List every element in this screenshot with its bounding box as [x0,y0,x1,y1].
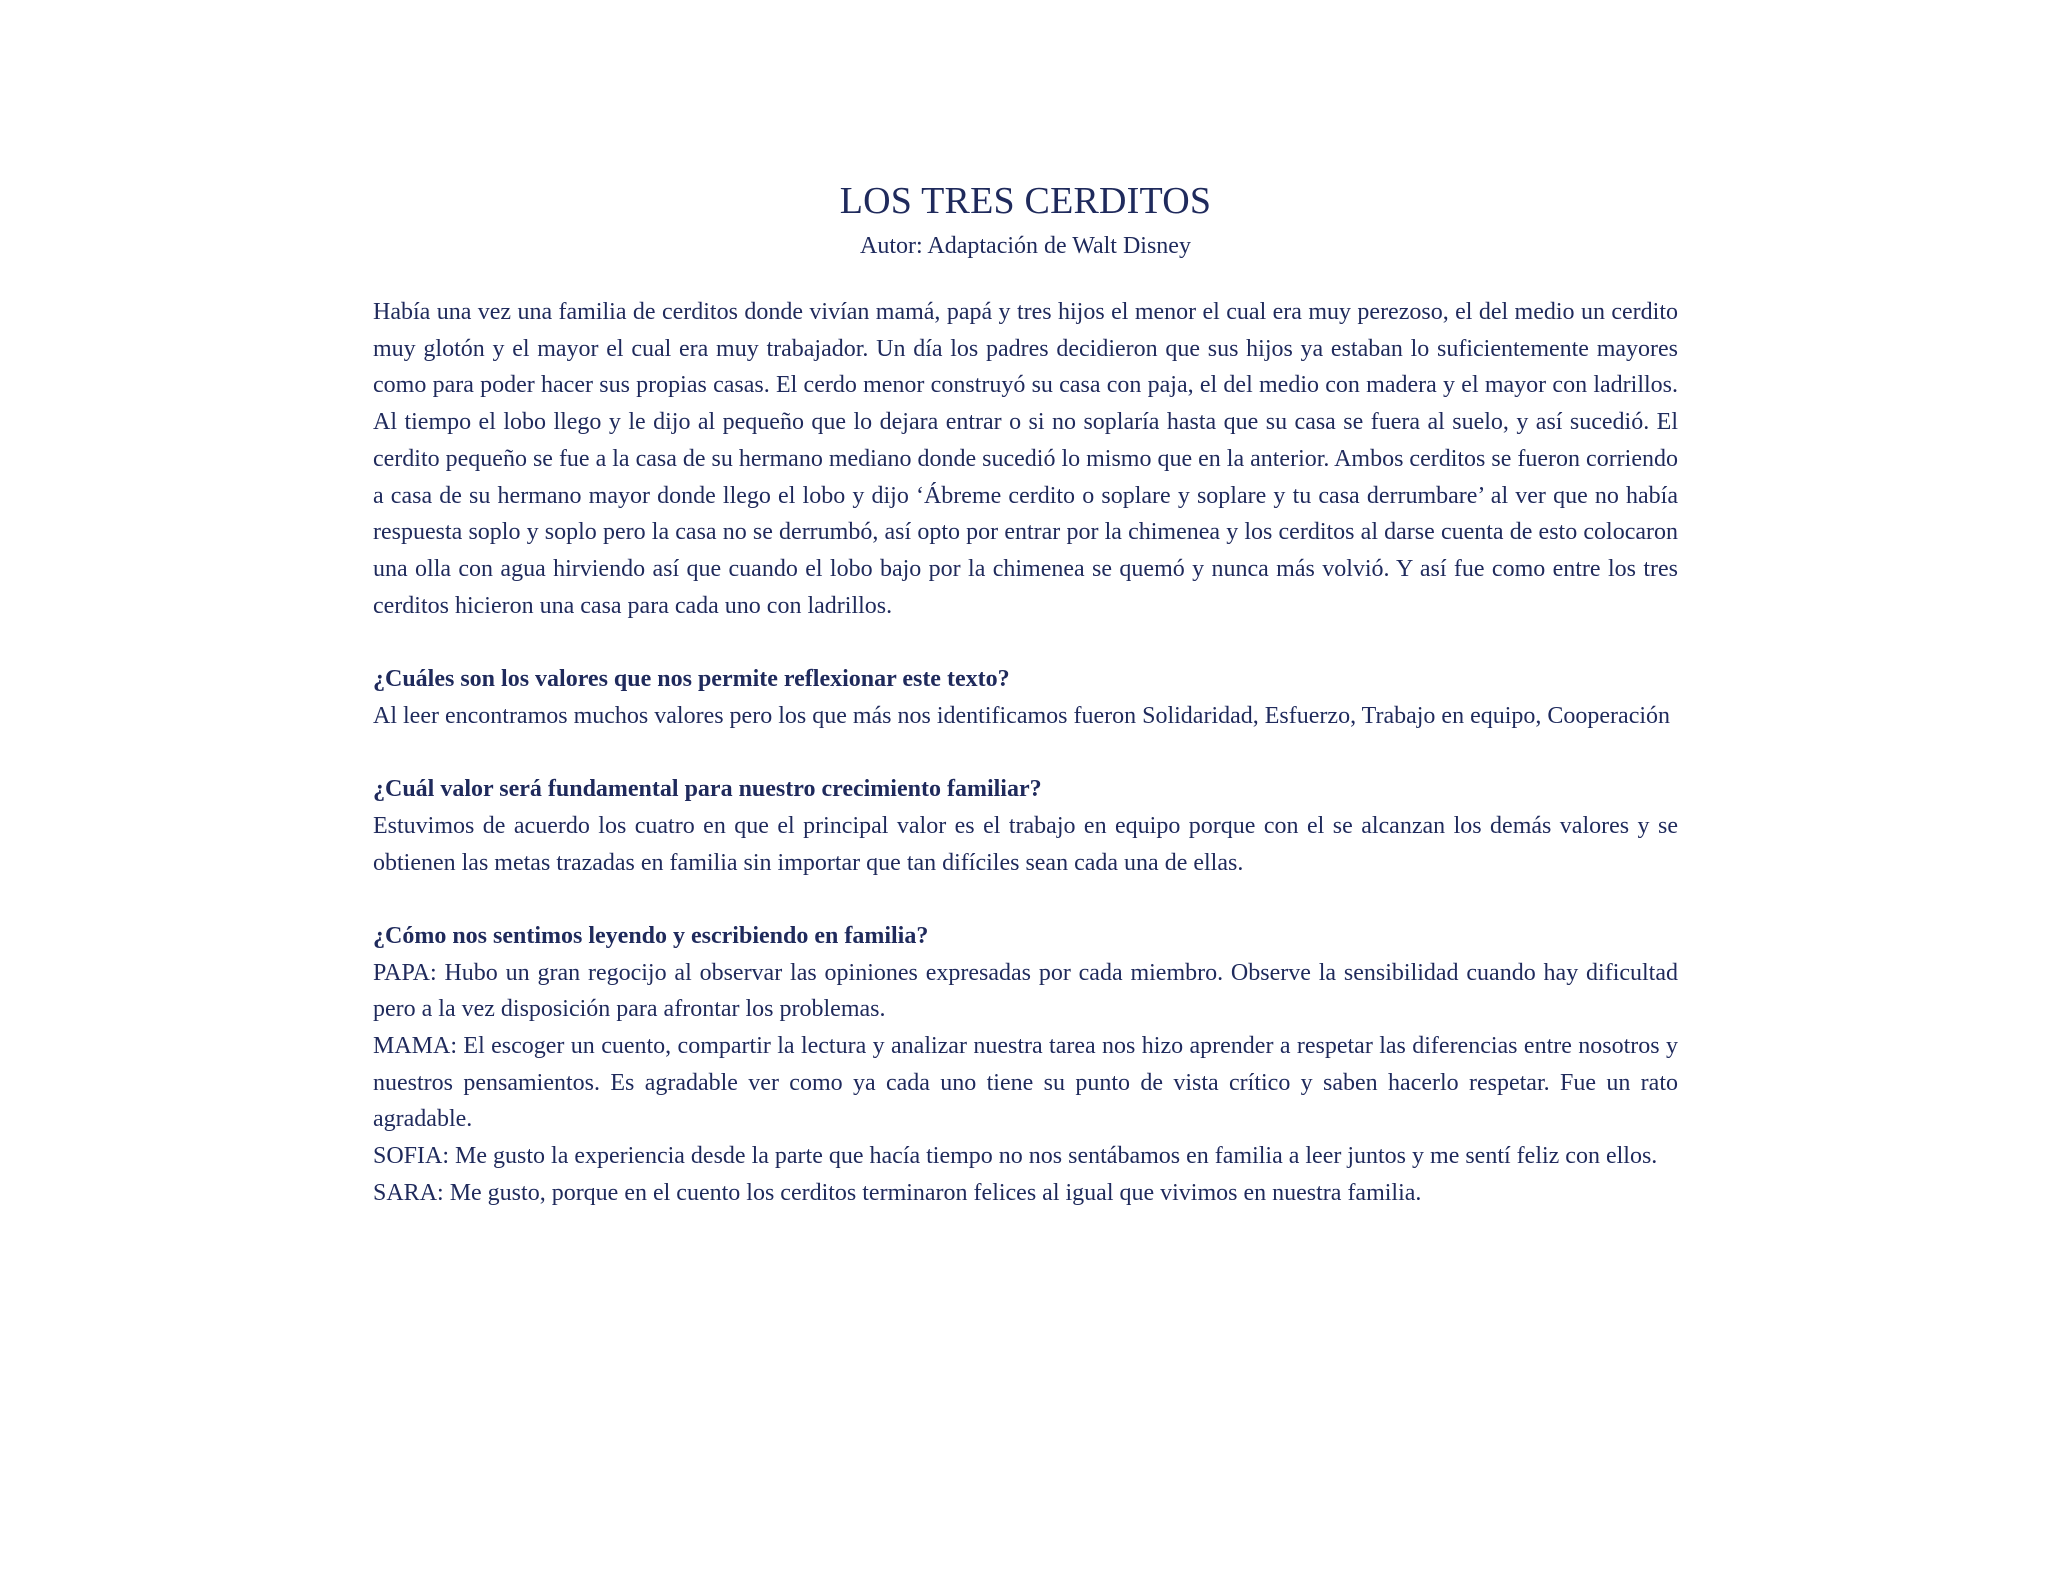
question-feelings: ¿Cómo nos sentimos leyendo y escribiendo en familia? [373,922,929,949]
answer-sara: SARA: Me gusto, porque en el cuento los cerditos terminaron felices al igual que vivimos en nuestra familia. [373,1179,1422,1206]
answer-values: Al leer encontramos muchos valores pero los que más nos identificamos fueron Solidaridad, Esfuerzo, Trabajo en equipo, Cooperación [373,702,1671,729]
answer-mama: MAMA: El escoger un cuento, compartir la lectura y analizar nuestra tarea nos hizo aprender a respetar las diferencias entre nosotros y nuestros pensamientos. Es agradable ver como ya cada uno tiene su punto de vista crítico y saben hacerlo respetar. Fue un rato agradable. [373,1033,1678,1133]
spacer [373,881,1678,918]
document-author: Autor: Adaptación de Walt Disney [860,233,1191,259]
answer-sofia: SOFIA: Me gusto la experiencia desde la parte que hacía tiempo no nos sentábamos en familia a leer juntos y me sentí feliz con ellos. [373,1143,1658,1170]
story-paragraph: Había una vez una familia de cerditos donde vivían mamá, papá y tres hijos el menor el cual era muy perezoso, el del medio un cerdito muy glotón y el mayor el cual era muy trabajador. Un día los padres decidieron que sus hijos ya estaban lo suficientemente mayores como para poder hacer sus propias casas. El cerdo menor construyó su casa con paja, el del medio con madera y el mayor con ladrillos. Al tiempo el lobo llego y le dijo al pequeño que lo dejara entrar o si no soplaría hasta que su casa se fuera al suelo, y así sucedió. El cerdito pequeño se fue a la casa de su hermano mediano donde sucedió lo mismo que en la anterior. Ambos cerditos se fueron corriendo a casa de su hermano mayor donde llego el lobo y dijo ‘Ábreme cerdito o soplare y soplare y tu casa derrumbare’ al ver que no había respuesta soplo y soplo pero la casa no se derrumbó, así opto por entrar por la chimenea y los cerditos al darse cuenta de esto colocaron una olla con agua hirviendo así que cuando el lobo bajo por la chimenea se quemó y nunca más volvió. Y así fue como entre los tres cerditos hicieron una casa para cada uno con ladrillos. [373,299,1678,619]
question-values: ¿Cuáles son los valores que nos permite reflexionar este texto? [373,666,1010,693]
document-page [373,178,1678,1212]
answer-fundamental-value: Estuvimos de acuerdo los cuatro en que el principal valor es el trabajo en equipo porque con el se alcanzan los demás valores y se obtienen las metas trazadas en familia sin importar que tan difíciles sean cada una de ellas. [373,812,1678,876]
spacer [373,734,1678,771]
question-fundamental-value: ¿Cuál valor será fundamental para nuestro crecimiento familiar? [373,776,1042,803]
answer-papa: PAPA: Hubo un gran regocijo al observar las opiniones expresadas por cada miembro. Observe la sensibilidad cuando hay dificultad pero a la vez disposición para afrontar los problemas. [373,959,1678,1023]
spacer [373,624,1678,661]
document-title: LOS TRES CERDITOS [839,180,1212,222]
